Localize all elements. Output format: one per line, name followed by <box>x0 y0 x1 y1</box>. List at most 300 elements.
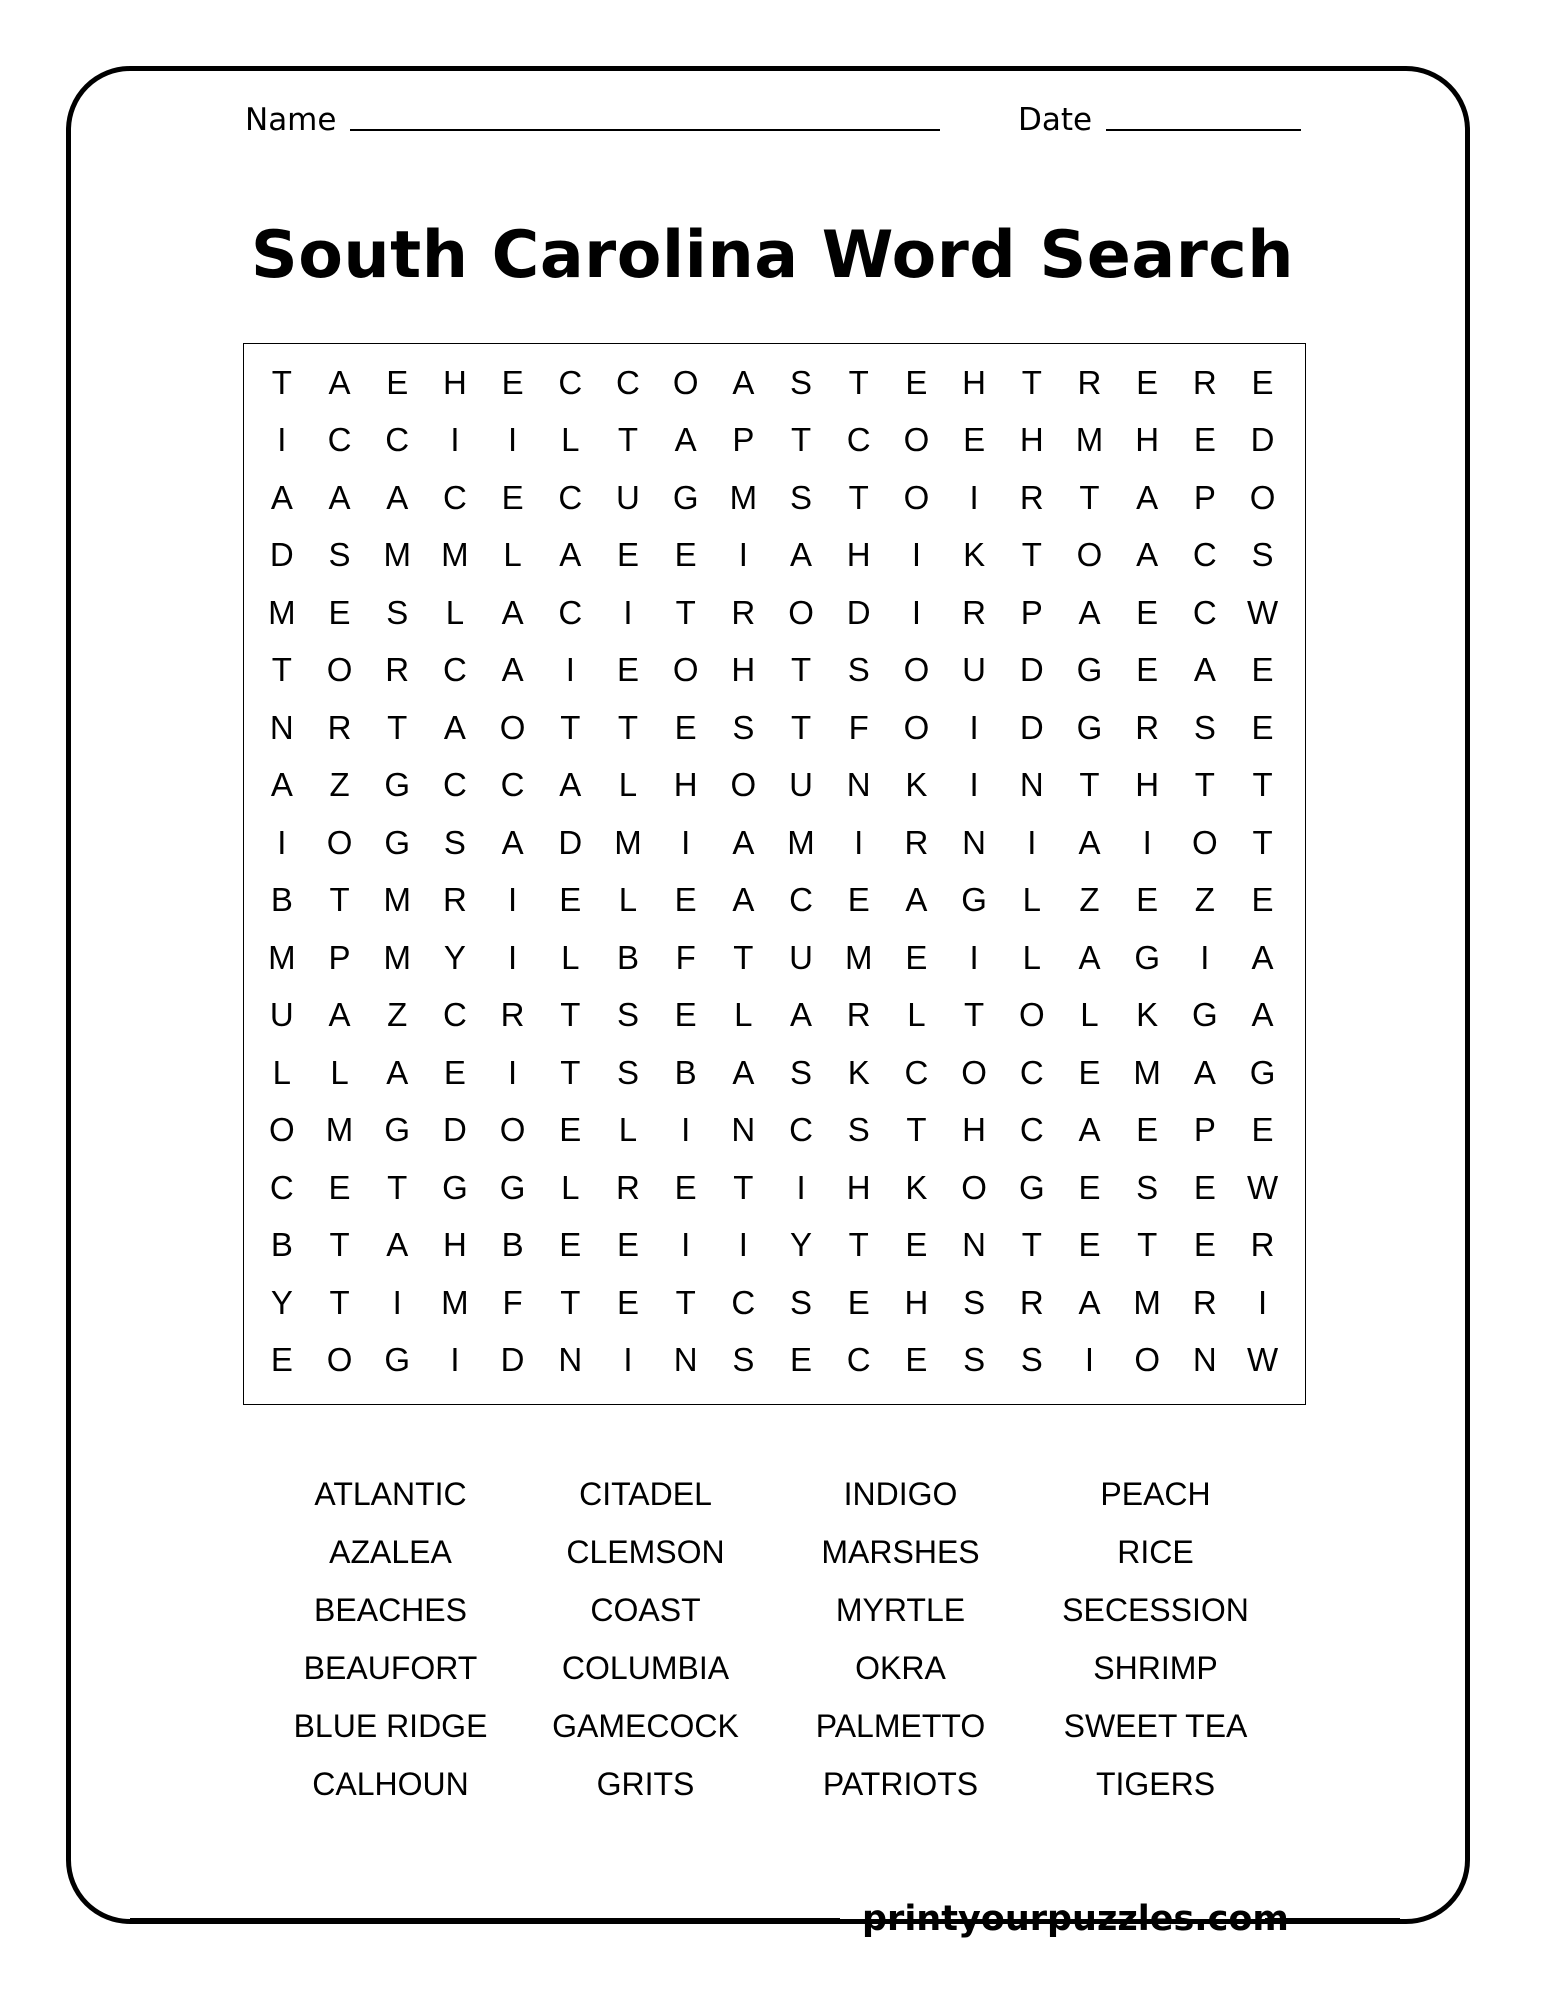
grid-cell[interactable]: T <box>329 1226 350 1264</box>
grid-cell[interactable]: I <box>1142 823 1152 861</box>
grid-cell[interactable]: E <box>674 996 697 1034</box>
grid-cell[interactable]: S <box>790 478 813 516</box>
grid-cell[interactable]: S <box>847 1111 870 1149</box>
grid-cell[interactable]: G <box>384 1111 411 1149</box>
grid-cell[interactable]: E <box>1193 1168 1216 1206</box>
grid-cell[interactable]: A <box>328 996 351 1034</box>
grid-cell[interactable]: H <box>962 363 987 401</box>
grid-cell[interactable]: E <box>1078 1168 1101 1206</box>
grid-cell[interactable]: L <box>734 996 753 1034</box>
grid-cell[interactable]: I <box>623 1341 633 1379</box>
grid-cell[interactable]: T <box>271 651 292 689</box>
grid-cell[interactable]: T <box>387 1168 408 1206</box>
grid-cell[interactable]: I <box>392 1283 402 1321</box>
grid-cell[interactable]: U <box>962 651 987 689</box>
grid-cell[interactable]: B <box>270 1226 293 1264</box>
grid-cell[interactable]: A <box>328 363 351 401</box>
grid-cell[interactable]: A <box>1193 651 1216 689</box>
grid-cell[interactable]: M <box>268 938 296 976</box>
grid-cell[interactable]: G <box>1076 651 1103 689</box>
grid-cell[interactable]: C <box>1019 1053 1044 1091</box>
grid-cell[interactable]: T <box>964 996 985 1034</box>
grid-cell[interactable]: G <box>1249 1053 1276 1091</box>
grid-cell[interactable]: E <box>905 363 928 401</box>
grid-cell[interactable]: M <box>1133 1283 1161 1321</box>
grid-cell[interactable]: C <box>558 478 583 516</box>
grid-cell[interactable]: F <box>675 938 696 976</box>
grid-cell[interactable]: O <box>499 1111 526 1149</box>
grid-cell[interactable]: C <box>442 766 467 804</box>
grid-cell[interactable]: A <box>790 996 813 1034</box>
grid-cell[interactable]: R <box>731 593 756 631</box>
grid-cell[interactable]: P <box>1193 1111 1216 1149</box>
grid-cell[interactable]: D <box>846 593 871 631</box>
grid-cell[interactable]: O <box>672 363 699 401</box>
grid-cell[interactable]: E <box>501 478 524 516</box>
grid-cell[interactable]: I <box>681 1111 691 1149</box>
grid-cell[interactable]: O <box>1192 823 1218 861</box>
grid-cell[interactable]: B <box>616 938 639 976</box>
name-field[interactable] <box>245 98 940 138</box>
grid-cell[interactable]: B <box>270 881 293 919</box>
grid-cell[interactable]: N <box>1019 766 1044 804</box>
grid-cell[interactable]: A <box>386 478 409 516</box>
grid-cell[interactable]: H <box>673 766 698 804</box>
grid-cell[interactable]: T <box>848 363 869 401</box>
grid-cell[interactable]: A <box>386 1053 409 1091</box>
grid-cell[interactable]: E <box>559 1226 582 1264</box>
grid-cell[interactable]: G <box>672 478 699 516</box>
grid-cell[interactable]: H <box>904 1283 929 1321</box>
grid-cell[interactable]: R <box>616 1168 640 1206</box>
grid-cell[interactable]: C <box>269 1168 294 1206</box>
grid-cell[interactable]: E <box>559 1111 582 1149</box>
grid-cell[interactable]: E <box>1193 421 1216 459</box>
grid-cell[interactable]: R <box>385 651 410 689</box>
grid-cell[interactable]: I <box>969 766 979 804</box>
grid-cell[interactable]: R <box>327 708 352 746</box>
grid-cell[interactable]: E <box>616 1226 639 1264</box>
grid-cell[interactable]: U <box>616 478 640 516</box>
grid-cell[interactable]: T <box>1194 766 1215 804</box>
grid-cell[interactable]: K <box>847 1053 870 1091</box>
grid-cell[interactable]: O <box>326 651 353 689</box>
grid-cell[interactable]: I <box>1027 823 1037 861</box>
grid-cell[interactable]: E <box>270 1341 293 1379</box>
grid-cell[interactable]: I <box>911 536 921 574</box>
grid-cell[interactable]: E <box>328 593 351 631</box>
grid-cell[interactable]: O <box>903 421 930 459</box>
grid-cell[interactable]: I <box>1257 1283 1268 1321</box>
grid-cell[interactable]: E <box>328 1168 351 1206</box>
grid-cell[interactable]: T <box>329 881 350 919</box>
grid-cell[interactable]: O <box>903 651 930 689</box>
grid-cell[interactable]: I <box>969 938 979 976</box>
grid-cell[interactable]: U <box>789 766 813 804</box>
grid-cell[interactable]: O <box>961 1053 987 1091</box>
grid-cell[interactable]: A <box>1136 536 1159 574</box>
grid-cell[interactable]: C <box>846 1341 871 1379</box>
grid-cell[interactable]: T <box>906 1111 927 1149</box>
grid-cell[interactable]: Z <box>1079 881 1100 919</box>
grid-cell[interactable]: R <box>1250 1226 1275 1264</box>
grid-cell[interactable]: S <box>963 1341 986 1379</box>
grid-cell[interactable]: S <box>1193 708 1216 746</box>
grid-cell[interactable]: T <box>560 1283 581 1321</box>
grid-cell[interactable]: D <box>269 536 294 574</box>
grid-cell[interactable]: A <box>1078 1111 1101 1149</box>
grid-cell[interactable]: L <box>503 536 522 574</box>
grid-cell[interactable]: T <box>675 593 696 631</box>
grid-cell[interactable]: A <box>790 536 813 574</box>
grid-cell[interactable]: A <box>270 766 293 804</box>
grid-cell[interactable]: I <box>508 881 518 919</box>
grid-cell[interactable]: A <box>1078 938 1101 976</box>
grid-cell[interactable]: O <box>730 766 757 804</box>
grid-cell[interactable]: O <box>903 708 930 746</box>
grid-cell[interactable]: E <box>905 1341 928 1379</box>
grid-cell[interactable]: M <box>787 823 815 861</box>
grid-cell[interactable]: L <box>1022 881 1041 919</box>
grid-cell[interactable]: Z <box>329 766 350 804</box>
grid-cell[interactable]: A <box>559 766 582 804</box>
date-field[interactable] <box>1018 98 1301 138</box>
grid-cell[interactable]: I <box>738 1226 748 1264</box>
grid-cell[interactable]: G <box>1192 996 1218 1034</box>
grid-cell[interactable]: T <box>733 1168 754 1206</box>
grid-cell[interactable]: T <box>790 651 812 689</box>
grid-cell[interactable]: T <box>329 1283 350 1321</box>
grid-cell[interactable]: R <box>962 593 987 631</box>
grid-cell[interactable]: A <box>1136 478 1159 516</box>
name-line[interactable] <box>350 129 940 131</box>
grid-cell[interactable]: R <box>904 823 929 861</box>
grid-cell[interactable]: U <box>269 996 294 1034</box>
grid-cell[interactable]: S <box>790 1283 813 1321</box>
grid-cell[interactable]: E <box>1251 363 1274 401</box>
grid-cell[interactable]: C <box>500 766 525 804</box>
grid-cell[interactable]: G <box>1134 938 1160 976</box>
grid-cell[interactable]: T <box>560 1053 581 1091</box>
grid-cell[interactable]: Y <box>790 1226 813 1264</box>
grid-cell[interactable]: M <box>844 938 873 976</box>
grid-cell[interactable]: S <box>847 651 870 689</box>
grid-cell[interactable]: P <box>1193 478 1216 516</box>
grid-cell[interactable]: R <box>500 996 525 1034</box>
grid-cell[interactable]: E <box>1193 1226 1216 1264</box>
grid-cell[interactable]: Z <box>1194 881 1215 919</box>
grid-cell[interactable]: H <box>1135 766 1160 804</box>
grid-cell[interactable]: R <box>442 881 467 919</box>
grid-cell[interactable]: E <box>1136 651 1159 689</box>
grid-cell[interactable]: A <box>905 881 928 919</box>
grid-cell[interactable]: I <box>565 651 575 689</box>
grid-cell[interactable]: G <box>1018 1168 1045 1206</box>
grid-cell[interactable]: E <box>1251 1111 1274 1149</box>
grid-cell[interactable]: T <box>1252 766 1273 804</box>
grid-cell[interactable]: I <box>508 938 518 976</box>
grid-cell[interactable]: C <box>1192 536 1217 574</box>
grid-cell[interactable]: N <box>558 1341 583 1379</box>
grid-cell[interactable]: A <box>386 1226 409 1264</box>
grid-cell[interactable]: D <box>1019 651 1044 689</box>
grid-cell[interactable]: S <box>386 593 409 631</box>
grid-cell[interactable]: A <box>1078 1283 1101 1321</box>
grid-cell[interactable]: O <box>499 708 526 746</box>
grid-cell[interactable]: S <box>616 996 639 1034</box>
grid-cell[interactable]: E <box>1136 1111 1159 1149</box>
grid-cell[interactable]: L <box>561 938 580 976</box>
grid-cell[interactable]: T <box>560 996 581 1034</box>
grid-cell[interactable]: O <box>269 1111 295 1149</box>
grid-cell[interactable]: H <box>1135 421 1160 459</box>
grid-cell[interactable]: L <box>561 1168 580 1206</box>
grid-cell[interactable]: I <box>508 421 518 459</box>
grid-cell[interactable]: P <box>1020 593 1043 631</box>
grid-cell[interactable]: M <box>614 823 642 861</box>
grid-cell[interactable]: E <box>616 1283 639 1321</box>
grid-cell[interactable]: O <box>672 651 699 689</box>
grid-cell[interactable]: P <box>328 938 351 976</box>
grid-cell[interactable]: I <box>854 823 864 861</box>
grid-cell[interactable]: D <box>1250 421 1275 459</box>
grid-cell[interactable]: C <box>731 1283 756 1321</box>
grid-cell[interactable]: S <box>328 536 351 574</box>
grid-cell[interactable]: R <box>1019 478 1044 516</box>
grid-cell[interactable]: A <box>1078 593 1101 631</box>
grid-cell[interactable]: P <box>732 421 755 459</box>
grid-cell[interactable]: C <box>789 881 813 919</box>
grid-cell[interactable]: M <box>383 938 411 976</box>
grid-cell[interactable]: G <box>384 766 411 804</box>
grid-cell[interactable]: E <box>674 1168 697 1206</box>
grid-cell[interactable]: S <box>1251 536 1274 574</box>
grid-cell[interactable]: M <box>268 593 296 631</box>
grid-cell[interactable]: A <box>732 823 755 861</box>
grid-cell[interactable]: C <box>616 363 640 401</box>
grid-cell[interactable]: E <box>1136 363 1159 401</box>
grid-cell[interactable]: T <box>387 708 408 746</box>
grid-cell[interactable]: A <box>1193 1053 1216 1091</box>
grid-cell[interactable]: T <box>848 1226 869 1264</box>
grid-cell[interactable]: A <box>674 421 697 459</box>
grid-cell[interactable]: O <box>961 1168 987 1206</box>
grid-cell[interactable]: A <box>732 881 755 919</box>
grid-cell[interactable]: L <box>618 766 638 804</box>
grid-cell[interactable]: T <box>733 938 754 976</box>
grid-cell[interactable]: M <box>441 536 469 574</box>
grid-cell[interactable]: A <box>443 708 466 746</box>
grid-cell[interactable]: M <box>1075 421 1104 459</box>
grid-cell[interactable]: E <box>905 938 928 976</box>
grid-cell[interactable]: I <box>738 536 748 574</box>
grid-cell[interactable]: T <box>790 708 812 746</box>
grid-cell[interactable]: A <box>501 651 524 689</box>
grid-cell[interactable]: O <box>1249 478 1276 516</box>
grid-cell[interactable]: N <box>673 1341 698 1379</box>
grid-cell[interactable]: H <box>442 363 467 401</box>
grid-cell[interactable]: C <box>1192 593 1217 631</box>
grid-cell[interactable]: E <box>1136 593 1159 631</box>
grid-cell[interactable]: E <box>616 536 639 574</box>
grid-cell[interactable]: A <box>732 363 755 401</box>
grid-cell[interactable]: H <box>846 1168 871 1206</box>
grid-cell[interactable]: G <box>442 1168 468 1206</box>
grid-cell[interactable]: E <box>616 651 639 689</box>
grid-cell[interactable]: W <box>1246 1168 1279 1206</box>
grid-cell[interactable]: T <box>790 421 812 459</box>
grid-cell[interactable]: C <box>385 421 410 459</box>
grid-cell[interactable]: M <box>325 1111 354 1149</box>
grid-cell[interactable]: O <box>903 478 930 516</box>
grid-cell[interactable]: O <box>1134 1341 1160 1379</box>
grid-cell[interactable]: S <box>732 708 755 746</box>
grid-cell[interactable]: R <box>1077 363 1102 401</box>
grid-cell[interactable]: L <box>561 421 580 459</box>
grid-cell[interactable]: A <box>1251 996 1274 1034</box>
grid-cell[interactable]: S <box>1136 1168 1159 1206</box>
grid-cell[interactable]: D <box>1019 708 1044 746</box>
grid-cell[interactable]: G <box>384 1341 411 1379</box>
grid-cell[interactable]: G <box>499 1168 526 1206</box>
grid-cell[interactable]: C <box>442 651 467 689</box>
grid-cell[interactable]: F <box>502 1283 523 1321</box>
grid-cell[interactable]: I <box>450 1341 460 1379</box>
grid-cell[interactable]: N <box>269 708 294 746</box>
grid-cell[interactable]: L <box>1022 938 1041 976</box>
grid-cell[interactable]: L <box>272 1053 292 1091</box>
grid-cell[interactable]: Y <box>443 938 466 976</box>
grid-cell[interactable]: H <box>962 1111 987 1149</box>
grid-cell[interactable]: E <box>1136 881 1159 919</box>
grid-cell[interactable]: H <box>731 651 756 689</box>
grid-cell[interactable]: C <box>442 996 467 1034</box>
grid-cell[interactable]: I <box>969 478 979 516</box>
grid-cell[interactable]: L <box>445 593 465 631</box>
grid-cell[interactable]: T <box>560 708 581 746</box>
grid-cell[interactable]: E <box>963 421 986 459</box>
grid-cell[interactable]: H <box>1019 421 1044 459</box>
grid-cell[interactable]: C <box>327 421 352 459</box>
grid-cell[interactable]: R <box>1135 708 1160 746</box>
grid-cell[interactable]: N <box>731 1111 756 1149</box>
grid-cell[interactable]: L <box>618 1111 638 1149</box>
grid-cell[interactable]: E <box>443 1053 466 1091</box>
grid-cell[interactable]: C <box>558 593 583 631</box>
grid-cell[interactable]: C <box>1019 1111 1044 1149</box>
grid-cell[interactable]: I <box>1200 938 1210 976</box>
grid-cell[interactable]: Z <box>387 996 408 1034</box>
grid-cell[interactable]: N <box>1192 1341 1217 1379</box>
grid-cell[interactable]: K <box>905 766 928 804</box>
grid-cell[interactable]: S <box>443 823 466 861</box>
grid-cell[interactable]: C <box>846 421 871 459</box>
grid-cell[interactable]: I <box>277 823 287 861</box>
grid-cell[interactable]: I <box>277 421 287 459</box>
grid-cell[interactable]: M <box>383 536 411 574</box>
grid-cell[interactable]: M <box>383 881 411 919</box>
grid-cell[interactable]: G <box>961 881 987 919</box>
grid-cell[interactable]: F <box>848 708 869 746</box>
grid-cell[interactable]: I <box>623 593 633 631</box>
grid-cell[interactable]: D <box>442 1111 467 1149</box>
grid-cell[interactable]: B <box>501 1226 524 1264</box>
grid-cell[interactable]: S <box>616 1053 639 1091</box>
grid-cell[interactable]: T <box>1079 478 1100 516</box>
grid-cell[interactable]: I <box>508 1053 518 1091</box>
grid-cell[interactable]: E <box>847 881 870 919</box>
grid-cell[interactable]: I <box>681 1226 691 1264</box>
grid-cell[interactable]: O <box>1018 996 1045 1034</box>
grid-cell[interactable]: T <box>675 1283 696 1321</box>
grid-cell[interactable]: H <box>442 1226 467 1264</box>
grid-cell[interactable]: L <box>618 881 638 919</box>
grid-cell[interactable]: I <box>450 421 460 459</box>
grid-cell[interactable]: E <box>674 536 697 574</box>
grid-cell[interactable]: L <box>330 1053 349 1091</box>
grid-cell[interactable]: U <box>789 938 813 976</box>
grid-cell[interactable]: R <box>846 996 871 1034</box>
grid-cell[interactable]: A <box>1251 938 1274 976</box>
grid-cell[interactable]: A <box>501 823 524 861</box>
grid-cell[interactable]: I <box>911 593 921 631</box>
grid-cell[interactable]: N <box>962 1226 987 1264</box>
grid-cell[interactable]: G <box>384 823 411 861</box>
grid-cell[interactable]: L <box>907 996 926 1034</box>
grid-cell[interactable]: E <box>1078 1053 1101 1091</box>
grid-cell[interactable]: T <box>1021 363 1042 401</box>
grid-cell[interactable]: O <box>788 593 814 631</box>
grid-cell[interactable]: D <box>500 1341 525 1379</box>
grid-cell[interactable]: D <box>558 823 583 861</box>
grid-cell[interactable]: I <box>969 708 979 746</box>
grid-cell[interactable]: L <box>1080 996 1099 1034</box>
grid-cell[interactable]: E <box>1078 1226 1101 1264</box>
grid-cell[interactable]: N <box>846 766 871 804</box>
grid-cell[interactable]: K <box>905 1168 928 1206</box>
grid-cell[interactable]: E <box>386 363 409 401</box>
grid-cell[interactable]: B <box>674 1053 697 1091</box>
grid-cell[interactable]: S <box>790 1053 813 1091</box>
grid-cell[interactable]: K <box>1136 996 1159 1034</box>
grid-cell[interactable]: T <box>617 708 639 746</box>
date-line[interactable] <box>1106 129 1301 131</box>
grid-cell[interactable]: A <box>501 593 524 631</box>
grid-cell[interactable]: T <box>617 421 639 459</box>
grid-cell[interactable]: G <box>1076 708 1103 746</box>
grid-cell[interactable]: E <box>501 363 524 401</box>
grid-cell[interactable]: R <box>1192 1283 1217 1321</box>
grid-cell[interactable]: T <box>848 478 869 516</box>
grid-cell[interactable]: K <box>963 536 986 574</box>
grid-cell[interactable]: M <box>729 478 758 516</box>
grid-cell[interactable]: T <box>1137 1226 1158 1264</box>
grid-cell[interactable]: M <box>1133 1053 1161 1091</box>
grid-cell[interactable]: T <box>271 363 292 401</box>
grid-cell[interactable]: N <box>962 823 987 861</box>
grid-cell[interactable]: E <box>790 1341 813 1379</box>
grid-cell[interactable]: S <box>963 1283 986 1321</box>
grid-cell[interactable]: O <box>326 823 353 861</box>
grid-cell[interactable]: E <box>847 1283 870 1321</box>
grid-cell[interactable]: T <box>1079 766 1100 804</box>
grid-cell[interactable]: H <box>846 536 871 574</box>
grid-cell[interactable]: S <box>1020 1341 1043 1379</box>
grid-cell[interactable]: E <box>1251 651 1274 689</box>
grid-cell[interactable]: R <box>1192 363 1217 401</box>
grid-cell[interactable]: E <box>674 881 697 919</box>
grid-cell[interactable]: S <box>732 1341 755 1379</box>
